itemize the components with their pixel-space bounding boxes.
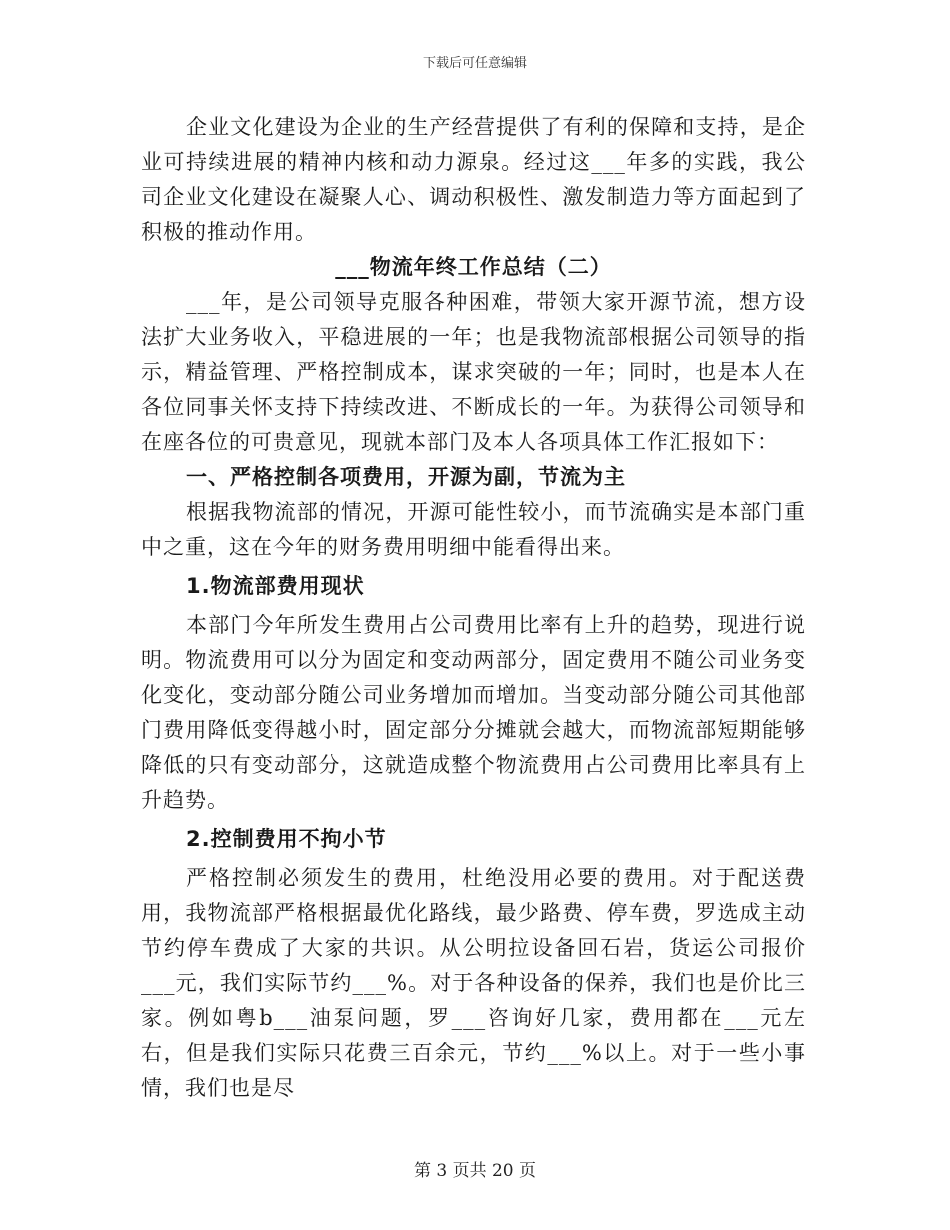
paragraph-cost-focus: 根据我物流部的情况，开源可能性较小，而节流确实是本部门重中之重，这在今年的财务费用明细中能看得出来。	[141, 500, 806, 559]
paragraph-cost-control: 严格控制必须发生的费用，杜绝没用必要的费用。对于配送费用，我物流部严格根据最优化路线，最少路费、停车费，罗选成主动节约停车费成了大家的共识。从公明拉设备回石岩，货运公司报价___元，我们实际节约___%。对于各种设备的保养，我们也是价比三家。例如粤b___油泵问题，罗___咨询好几家，费用都在___元左右，但是我们实际只花费三百余元，节约___%以上。对于一些小事情，我们也是尽	[141, 866, 806, 1100]
subheading-cost-status: 1.物流部费用现状	[186, 574, 365, 598]
paragraph-overview: ___年，是公司领导克服各种困难，带领大家开源节流，想方设法扩大业务收入，平稳进展的一年；也是我物流部根据公司领导的指示，精益管理、严格控制成本，谋求突破的一年；同时，也是本人在各位同事关怀支持下持续改进、不断成长的一年。为获得公司领导和在座各位的可贵意见，现就本部门及本人各项具体工作汇报如下：	[141, 290, 806, 454]
document-body	[141, 110, 806, 1106]
section-title: ___物流年终工作总结（二）	[335, 255, 612, 279]
subheading-cost-control: 2.控制费用不拘小节	[186, 827, 387, 851]
section-heading-1: 一、严格控制各项费用，开源为副，节流为主	[186, 465, 626, 489]
paragraph-intro: 企业文化建设为企业的生产经营提供了有利的保障和支持，是企业可持续进展的精神内核和动力源泉。经过这___年多的实践，我公司企业文化建设在凝聚人心、调动积极性、激发制造力等方面起到了积极的推动作用。	[141, 115, 806, 244]
page-footer: 第 3 页共 20 页	[413, 1161, 537, 1181]
page-header: 下载后可任意编辑	[422, 56, 527, 71]
paragraph-cost-status: 本部门今年所发生费用占公司费用比率有上升的趋势，现进行说明。物流费用可以分为固定和变动两部分，固定费用不随公司业务变化变化，变动部分随公司业务增加而增加。当变动部分随公司其他部门费用降低变得越小时，固定部分分摊就会越大，而物流部短期能够降低的只有变动部分，这就造成整个物流费用占公司费用比率具有上升趋势。	[141, 613, 806, 812]
